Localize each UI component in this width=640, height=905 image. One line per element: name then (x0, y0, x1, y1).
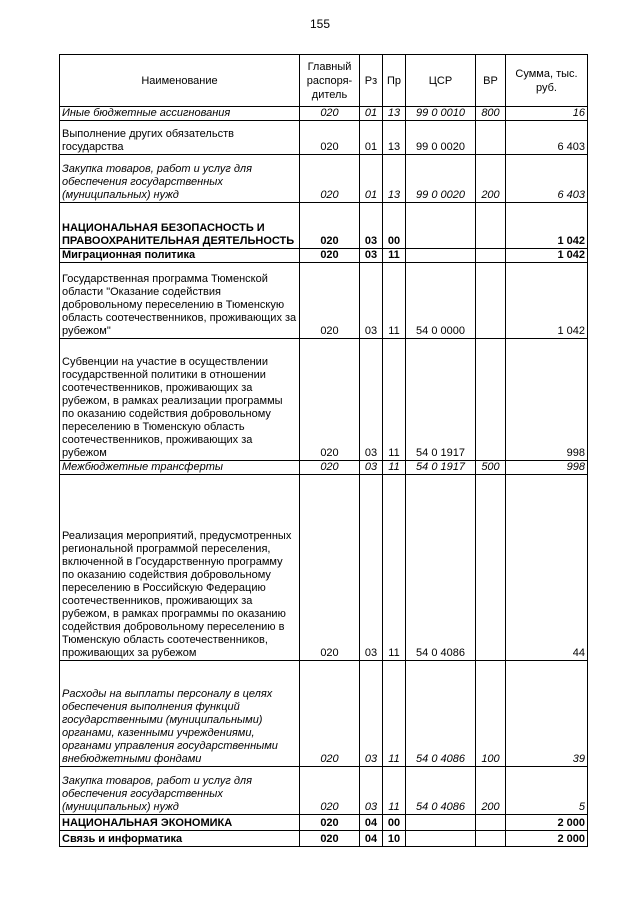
header-sum: Сумма, тыс. руб. (506, 55, 588, 107)
cell-pr: 11 (383, 263, 406, 339)
cell-sum: 16 (506, 107, 588, 121)
cell-sum: 2 000 (506, 815, 588, 831)
table-row (60, 249, 588, 263)
cell-rz: 01 (360, 155, 383, 203)
table-row (60, 263, 588, 339)
cell-vr (476, 831, 506, 847)
cell-csr: 54 0 4086 (406, 661, 476, 767)
cell-sum: 44 (506, 475, 588, 661)
cell-csr: 54 0 1917 (406, 339, 476, 461)
cell-name: Государственная программа Тюменской области "Оказание содействия добровольному переселению в Тюменскую область соотечественников, проживающих за рубежом" (60, 263, 300, 339)
cell-sum: 6 403 (506, 155, 588, 203)
cell-rz: 04 (360, 831, 383, 847)
cell-gr: 020 (300, 461, 360, 475)
table-row (60, 831, 588, 847)
cell-vr (476, 121, 506, 155)
cell-gr: 020 (300, 815, 360, 831)
cell-sum: 1 042 (506, 263, 588, 339)
cell-sum: 5 (506, 767, 588, 815)
cell-sum: 998 (506, 461, 588, 475)
cell-pr: 11 (383, 767, 406, 815)
table-row (60, 661, 588, 767)
cell-vr: 100 (476, 661, 506, 767)
cell-gr: 020 (300, 661, 360, 767)
cell-name: Выполнение других обязательств государства (60, 121, 300, 155)
cell-csr (406, 203, 476, 249)
cell-gr: 020 (300, 249, 360, 263)
budget-table (59, 54, 588, 847)
table-row (60, 203, 588, 249)
page-number: 155 (309, 17, 331, 31)
cell-pr: 11 (383, 461, 406, 475)
header-rz: Рз (360, 55, 383, 107)
cell-rz: 03 (360, 263, 383, 339)
cell-rz: 01 (360, 107, 383, 121)
cell-name: Миграционная политика (60, 249, 300, 263)
cell-gr: 020 (300, 203, 360, 249)
cell-name: Иные бюджетные ассигнования (60, 107, 300, 121)
table-row (60, 121, 588, 155)
cell-gr: 020 (300, 155, 360, 203)
cell-sum: 1 042 (506, 203, 588, 249)
cell-name: Расходы на выплаты персоналу в целях обеспечения выполнения функций государственными (муниципальными) органами, казенными учреждениями, органами управления государственными внебюджетными фондами (60, 661, 300, 767)
cell-pr: 10 (383, 831, 406, 847)
cell-pr: 11 (383, 249, 406, 263)
cell-name: Межбюджетные трансферты (60, 461, 300, 475)
cell-rz: 03 (360, 339, 383, 461)
cell-vr: 800 (476, 107, 506, 121)
cell-name: Закупка товаров, работ и услуг для обеспечения государственных (муниципальных) нужд (60, 767, 300, 815)
cell-rz: 03 (360, 767, 383, 815)
table-row (60, 461, 588, 475)
cell-vr (476, 203, 506, 249)
cell-gr: 020 (300, 339, 360, 461)
cell-csr: 99 0 0020 (406, 121, 476, 155)
cell-sum: 39 (506, 661, 588, 767)
cell-pr: 13 (383, 121, 406, 155)
header-vr: ВР (476, 55, 506, 107)
cell-sum: 1 042 (506, 249, 588, 263)
cell-csr: 54 0 4086 (406, 767, 476, 815)
cell-rz: 04 (360, 815, 383, 831)
cell-pr: 00 (383, 203, 406, 249)
cell-rz: 03 (360, 475, 383, 661)
cell-name: Связь и информатика (60, 831, 300, 847)
header-name: Наименование (60, 55, 300, 107)
cell-sum: 998 (506, 339, 588, 461)
cell-gr: 020 (300, 767, 360, 815)
cell-vr: 200 (476, 767, 506, 815)
cell-gr: 020 (300, 263, 360, 339)
cell-vr (476, 263, 506, 339)
cell-name: Субвенции на участие в осуществлении государственной политики в отношении соотечественников, проживающих за рубежом, в рамках реализации программы по оказанию содействия добровольному переселению в Тюменскую область соотечественников, проживающих за рубежом (60, 339, 300, 461)
table-row (60, 107, 588, 121)
cell-rz: 01 (360, 121, 383, 155)
cell-vr (476, 475, 506, 661)
cell-pr: 11 (383, 475, 406, 661)
cell-vr: 500 (476, 461, 506, 475)
cell-rz: 03 (360, 461, 383, 475)
table-row (60, 339, 588, 461)
cell-gr: 020 (300, 121, 360, 155)
header-gr: Главный распоря-дитель (300, 55, 360, 107)
cell-gr: 020 (300, 107, 360, 121)
table-row (60, 475, 588, 661)
cell-name: Реализация мероприятий, предусмотренных региональной программой переселения, включенной в Государственную программу по оказанию содействия добровольному переселению в Российскую Федерацию соотечественников, проживающих за рубежом, в рамках программы по оказанию содействия добровольному переселению в Тюменскую область соотечественников, проживающих за рубежом (60, 475, 300, 661)
cell-csr: 54 0 4086 (406, 475, 476, 661)
cell-csr: 99 0 0010 (406, 107, 476, 121)
cell-csr: 99 0 0020 (406, 155, 476, 203)
header-row (60, 55, 588, 107)
cell-csr: 54 0 0000 (406, 263, 476, 339)
table-row (60, 155, 588, 203)
cell-pr: 13 (383, 107, 406, 121)
cell-rz: 03 (360, 661, 383, 767)
cell-pr: 11 (383, 661, 406, 767)
cell-csr (406, 815, 476, 831)
cell-csr (406, 249, 476, 263)
cell-csr: 54 0 1917 (406, 461, 476, 475)
cell-vr (476, 815, 506, 831)
cell-name: Закупка товаров, работ и услуг для обеспечения государственных (муниципальных) нужд (60, 155, 300, 203)
cell-name: НАЦИОНАЛЬНАЯ БЕЗОПАСНОСТЬ И ПРАВООХРАНИТЕЛЬНАЯ ДЕЯТЕЛЬНОСТЬ (60, 203, 300, 249)
cell-gr: 020 (300, 475, 360, 661)
cell-rz: 03 (360, 203, 383, 249)
cell-pr: 11 (383, 339, 406, 461)
cell-sum: 6 403 (506, 121, 588, 155)
cell-name: НАЦИОНАЛЬНАЯ ЭКОНОМИКА (60, 815, 300, 831)
table-row (60, 815, 588, 831)
header-csr: ЦСР (406, 55, 476, 107)
header-pr: Пр (383, 55, 406, 107)
cell-gr: 020 (300, 831, 360, 847)
cell-pr: 13 (383, 155, 406, 203)
cell-rz: 03 (360, 249, 383, 263)
cell-vr: 200 (476, 155, 506, 203)
cell-vr (476, 339, 506, 461)
cell-csr (406, 831, 476, 847)
cell-pr: 00 (383, 815, 406, 831)
cell-sum: 2 000 (506, 831, 588, 847)
table-row (60, 767, 588, 815)
cell-vr (476, 249, 506, 263)
